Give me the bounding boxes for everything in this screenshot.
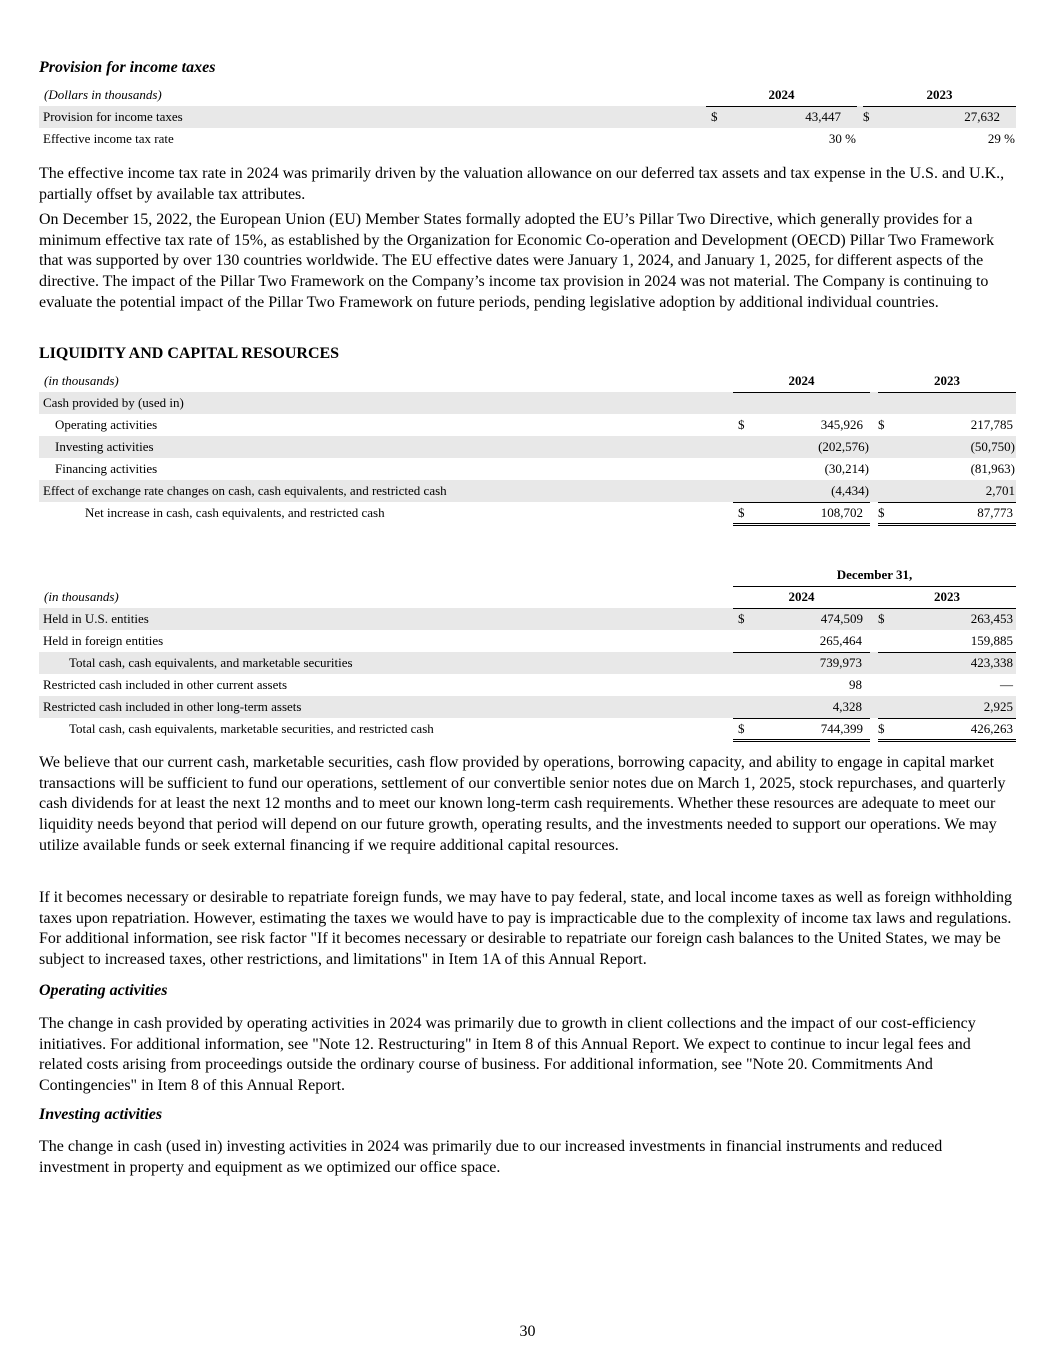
table-row — [39, 608, 1016, 630]
liquidity-paragraph-2: If it becomes necessary or desirable to repatriate foreign funds, we may have to pay federal, state, and local income taxes as well as foreign withholding taxes upon repatriation. However, estimating the taxes we would have to pay is impracticable due to the complexity of income tax laws and regulations. For additional information, see risk factor "If it becomes necessary or desirable to repatriate our foreign cash balances to the United States, we may be subject to increased taxes, other restrictions, and limitations" in Item 1A of this Annual Report. — [39, 889, 1012, 969]
value-2024: 98 — [849, 677, 862, 692]
table-period-row — [39, 564, 1016, 586]
value-2023: 217,785 — [970, 417, 1013, 432]
table-row — [39, 674, 1016, 696]
value-2023: 27,632 — [964, 109, 1000, 125]
tax-table — [39, 84, 1016, 150]
operating-paragraph: The change in cash provided by operating activities in 2024 was primarily due to growth in client collections and the impact of our cost-efficiency initiatives. For additional information, see "Note 12. Restructuring" in Item 8 of this Annual Report. We expect to continue to incur legal fees and related costs arising from proceedings outside the ordinary course of business. For additional information, see "Note 20. Commitments And Contingencies" in Item 8 of this Annual Report. — [39, 1015, 976, 1095]
value-2024: (202,576) — [733, 436, 870, 458]
period-header: December 31, — [733, 564, 1016, 586]
liquidity-heading: LIQUIDITY AND CAPITAL RESOURCES — [39, 345, 340, 362]
cash-balances-table — [39, 564, 1016, 742]
value-2023: 87,773 — [977, 504, 1013, 520]
tax-heading: Provision for income taxes — [39, 59, 216, 76]
value-2023: (81,963) — [970, 461, 1015, 476]
row-label: Net increase in cash, cash equivalents, and restricted cash — [85, 505, 385, 520]
liquidity-paragraph-1: We believe that our current cash, marketable securities, cash flow provided by operations, borrowing capacity, and ability to engage in capital market transactions will be sufficient to fund our operations, settlement of our convertible senior notes due on March 1, 2025, stock repurchases, and quarterly cash dividends for at least the next 12 months and to meet our known long-term cash requirements. Whether these resources are adequate to meet our liquidity needs beyond that period will depend on our future growth, operating results, and the investments needed to support our operations. We may utilize available funds or seek external financing if we require additional capital resources. — [39, 754, 1006, 854]
year-header: 2023 — [878, 586, 1016, 608]
table-row — [39, 480, 1016, 502]
row-label: Financing activities — [55, 461, 158, 476]
unit-label: (Dollars in thousands) — [44, 87, 162, 102]
row-label: Restricted cash included in other current assets — [43, 677, 288, 692]
value-2024: 345,926 — [820, 417, 863, 432]
value-2023: 426,263 — [970, 720, 1013, 736]
value-2024: 474,509 — [820, 611, 863, 627]
table-row — [39, 128, 1016, 150]
value-2023: 159,885 — [878, 630, 1016, 652]
table-header-row — [39, 586, 1016, 608]
row-label: Operating activities — [55, 417, 158, 432]
investing-paragraph: The change in cash (used in) investing activities in 2024 was primarily due to our increased investments in financial instruments and reduced investment in property and equipment as we optimized our office space. — [39, 1138, 943, 1176]
table-header-row — [39, 84, 1016, 106]
table-header-row — [39, 370, 1016, 392]
currency-symbol: $ — [878, 611, 885, 627]
table-total-row — [39, 718, 1016, 740]
tax-paragraph-2: On December 15, 2022, the European Union (EU) Member States formally adopted the EU’s Pillar Two Directive, which generally provides for a minimum effective tax rate of 15%, as established by the Organization for Economic Co-operation and Development (OECD) Pillar Two Framework that was supported by over 130 countries worldwide. The EU effective dates were January 1, 2024, and January 1, 2025, for different aspects of the directive. The impact of the Pillar Two Framework on the Company’s income tax provision in 2024 was not material. The Company is continuing to evaluate the potential impact of the Pillar Two Framework on future periods, pending legislative adoption by additional individual countries. — [39, 211, 995, 311]
currency-symbol: $ — [738, 720, 745, 736]
value-2023: 423,338 — [878, 652, 1016, 674]
table-total-row — [39, 502, 1016, 524]
table-row — [39, 392, 1016, 414]
table-row — [39, 414, 1016, 436]
value-2023: — — [1000, 677, 1013, 692]
row-label: Held in foreign entities — [43, 633, 164, 648]
value-2023: 263,453 — [970, 611, 1013, 627]
value-2024: 739,973 — [733, 652, 870, 674]
currency-symbol: $ — [738, 417, 745, 432]
value-2024: 4,328 — [733, 696, 870, 718]
unit-label: (in thousands) — [44, 373, 119, 388]
value-2024: 108,702 — [820, 504, 863, 520]
row-label: Total cash, cash equivalents, and marketable securities — [39, 652, 733, 674]
currency-symbol: $ — [738, 504, 745, 520]
year-header: 2024 — [733, 586, 870, 608]
value-2024: 30 % — [828, 131, 856, 146]
row-label: Provision for income taxes — [39, 106, 706, 128]
currency-symbol: $ — [738, 611, 745, 627]
investing-heading: Investing activities — [39, 1106, 163, 1123]
value-2024: 744,399 — [820, 720, 863, 736]
currency-symbol: $ — [878, 720, 885, 736]
currency-symbol: $ — [863, 109, 870, 125]
value-2023: (50,750) — [878, 436, 1016, 458]
value-2024: 265,464 — [733, 630, 870, 652]
row-label: Total cash, cash equivalents, marketable securities, and restricted cash — [69, 721, 434, 736]
row-label: Investing activities — [39, 436, 733, 458]
page-number: 30 — [519, 1323, 536, 1340]
operating-heading: Operating activities — [39, 982, 168, 999]
currency-symbol: $ — [878, 417, 885, 432]
table-row — [39, 436, 1016, 458]
value-2023: 2,701 — [878, 480, 1016, 502]
value-2024: (30,214) — [824, 461, 869, 476]
year-header: 2023 — [863, 84, 1016, 106]
currency-symbol: $ — [878, 504, 885, 520]
table-row — [39, 696, 1016, 718]
year-header: 2024 — [733, 370, 870, 392]
value-2023: 29 % — [987, 131, 1015, 146]
row-label: Effect of exchange rate changes on cash, cash equivalents, and restricted cash — [39, 480, 733, 502]
currency-symbol: $ — [711, 109, 718, 125]
value-2024: (4,434) — [733, 480, 870, 502]
table-row — [39, 630, 1016, 652]
table-row — [39, 652, 1016, 674]
table-row — [39, 458, 1016, 480]
row-label: Held in U.S. entities — [39, 608, 733, 630]
table-row — [39, 106, 1016, 128]
row-label: Effective income tax rate — [43, 131, 174, 146]
value-2023: 2,925 — [878, 696, 1016, 718]
tax-paragraph-1: The effective income tax rate in 2024 was primarily driven by the valuation allowance on our deferred tax assets and tax expense in the U.S. and U.K., partially offset by available tax attributes. — [39, 165, 1005, 203]
year-header: 2023 — [878, 370, 1016, 392]
cash-flow-table — [39, 370, 1016, 526]
value-2024: 43,447 — [805, 109, 841, 125]
group-label: Cash provided by (used in) — [39, 392, 733, 414]
year-header: 2024 — [706, 84, 857, 106]
unit-label: (in thousands) — [44, 589, 119, 604]
row-label: Restricted cash included in other long-term assets — [39, 696, 733, 718]
